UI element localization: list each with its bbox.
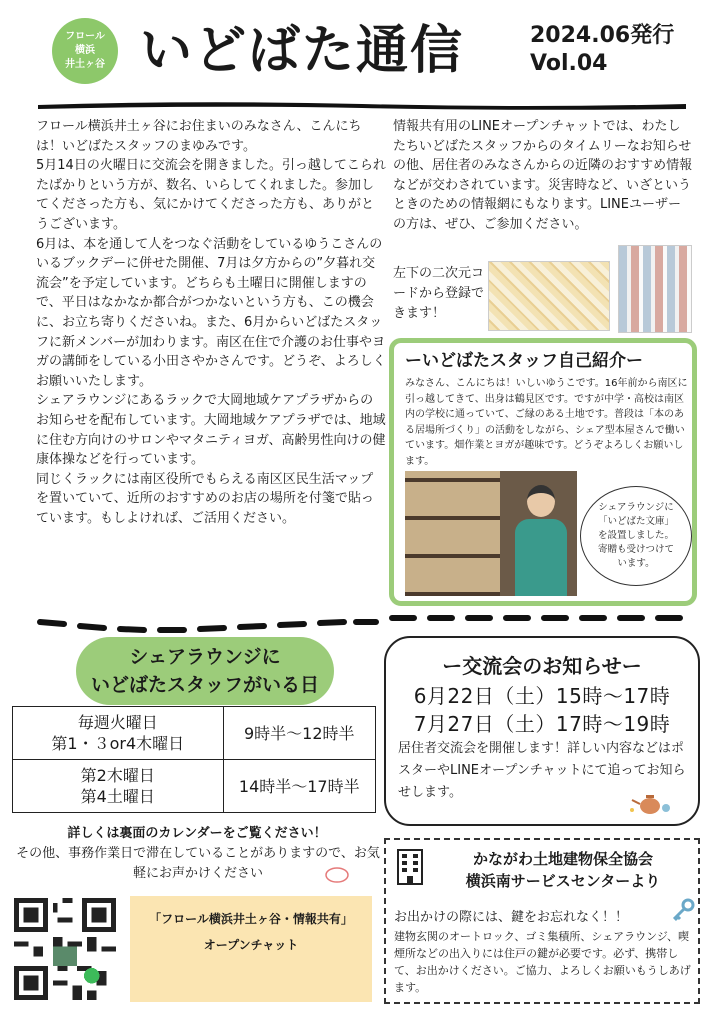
teapot-icon bbox=[626, 788, 672, 816]
staff-schedule-table bbox=[12, 706, 376, 813]
association-body: 建物玄関のオートロック、ゴミ集積所、シェアラウンジ、喫煙所などの出入りには住戸の鍵が必要です。必ず、携帯して、お出かけください。ご協力、よろしくお願いもうしあげます。 bbox=[394, 930, 691, 994]
contact-note: その他、事務作業日で滞在していることがありますので、お気軽にお声かけください bbox=[16, 846, 380, 881]
badge-line-3: 井土ヶ谷 bbox=[65, 59, 105, 70]
badge-line-2: 横浜 bbox=[75, 45, 95, 56]
association-lead: お出かけの際には、鍵をお忘れなく！！ bbox=[394, 910, 629, 925]
schedule-day: 毎週火曜日 bbox=[77, 713, 158, 732]
staff-intro-title: ーいどばたスタッフ自己紹介ー bbox=[405, 351, 643, 371]
issue-info bbox=[530, 22, 674, 78]
issue-date: 2024.06発行 bbox=[530, 23, 675, 48]
open-chat-name: 「フロール横浜井土ヶ谷・情報共有」 bbox=[149, 912, 353, 926]
speech-doodle-icon bbox=[324, 866, 350, 884]
paragraph: 6月は、本を通して人をつなぐ活動をしているゆうこさんのいるブックデーに併せた開催、7月は夕方からの”夕暮れ交流会”を予定しています。どちらも土曜日に開催しますので、平日はなかなか都合がつかないという方も、この機会に、お立ち寄りくださいね。また、6月からいどばたスタッフに新メンバーが加わります。南区在住で介護のお仕事やヨガの講師をしている小田さやかさんです。どうぞ、よろしくお願いいたします。 bbox=[36, 236, 386, 389]
event-body: 居住者交流会を開催します！詳しい内容などはポスターやLINEオープンチャットにて追ってお知らせします。 bbox=[398, 741, 686, 800]
association-title-1: かながわ土地建物保全協会 bbox=[472, 850, 653, 868]
lounge-title-pill bbox=[76, 637, 334, 705]
building-icon bbox=[396, 848, 424, 886]
association-title-2: 横浜南サービスセンターより bbox=[465, 872, 661, 890]
schedule-days-cell bbox=[13, 760, 224, 813]
header-brush-rule bbox=[36, 98, 688, 112]
badge-line-1: フロール bbox=[65, 31, 105, 42]
paragraph: フロール横浜井土ヶ谷にお住まいのみなさん、こんにちは！いどばたスタッフのまゆみです。 bbox=[36, 119, 362, 154]
schedule-day: 第4土曜日 bbox=[80, 787, 155, 806]
event-title: ー交流会のお知らせー bbox=[442, 654, 642, 678]
qr-code-icon[interactable] bbox=[14, 898, 116, 1000]
lounge-title-line-2: いどばたスタッフがいる日 bbox=[90, 674, 319, 696]
paragraph: 5月14日の火曜日に交流会を開きました。引っ越してこられたばかりという方が、数名、いらしてくれました。参加してくださった方も、気にかけてくださった方も、ありがとうございます。 bbox=[36, 158, 386, 232]
line-openchat-text: 情報共有用のLINEオープンチャットでは、わたしたちいどばたスタッフからのタイムリーなお知らせの他、居住者のみなさんからの近隣のおすすめ情報などが交わされています。災害時など、いざというときのための情報網にもなります。LINEユーザーの方は、ぜひ、ご参加ください。 bbox=[393, 119, 693, 232]
staff-photo bbox=[405, 471, 577, 596]
article-left-column bbox=[36, 117, 386, 528]
calendar-note: 詳しくは裏面のカレンダーをご覧ください！ bbox=[67, 826, 327, 841]
newsletter-title: いどばた通信 bbox=[140, 21, 465, 81]
bubble-line: います。 bbox=[617, 558, 655, 569]
open-chat-label: オープンチャット bbox=[203, 938, 299, 952]
paragraph: 同じくラックには南区役所でもらえる南区区民生活マップを置いていて、近所のおすすめのお店の場所を付箋で貼っています。もしよければ、ご活用ください。 bbox=[36, 471, 374, 526]
event-date-1: 6月22日（土）15時〜17時 bbox=[413, 684, 671, 708]
bubble-line: 寄贈も受けつけて bbox=[597, 544, 674, 555]
district-map-photo bbox=[488, 261, 610, 331]
info-rack-photo bbox=[618, 245, 692, 333]
table-row bbox=[13, 760, 376, 813]
paragraph: シェアラウンジにあるラックで大岡地域ケアプラザからのお知らせを配布しています。大岡地域ケアプラザでは、地域に住む方向けのサロンやマタニティヨガ、高齢男性向けの健康体操などを行っています。 bbox=[36, 393, 386, 468]
key-icon bbox=[670, 898, 696, 922]
staff-intro-body: みなさん、こんにちは！いしいゆうこです。16年前から南区に引っ越してきて、出身は鶴見区です。ですが中学・高校は南区内の学校に通っていて、ご縁のある土地です。普段は「本のある居場所づくり」の活動をしながら、シェア型本屋さんで働いています。畑作業とヨガが趣味です。どうぞよろしくお願いします。 bbox=[405, 378, 688, 467]
speech-bubble bbox=[580, 486, 692, 586]
staff-person bbox=[513, 485, 569, 596]
lounge-title-line-1: シェアラウンジに bbox=[129, 646, 281, 668]
table-row bbox=[13, 707, 376, 760]
bubble-line: シェアラウンジに bbox=[598, 502, 674, 513]
bubble-line: を設置しました。 bbox=[597, 530, 674, 541]
schedule-time-cell: 14時半〜17時半 bbox=[223, 760, 375, 813]
schedule-days-cell bbox=[13, 707, 224, 760]
schedule-day: 第2木曜日 bbox=[80, 766, 155, 785]
schedule-time-cell: 9時半〜12時半 bbox=[223, 707, 375, 760]
bubble-line: 「いどばた文庫」 bbox=[597, 516, 674, 527]
issue-volume: Vol.04 bbox=[530, 51, 608, 76]
qr-note: 左下の二次元コードから登録できます！ bbox=[393, 266, 485, 321]
schedule-day: 第1・３or4木曜日 bbox=[51, 734, 185, 753]
dashed-separator-right bbox=[388, 610, 698, 626]
event-date-2: 7月27日（土）17時〜19時 bbox=[413, 712, 671, 736]
bookshelf bbox=[405, 471, 500, 596]
logo-badge bbox=[52, 18, 118, 84]
